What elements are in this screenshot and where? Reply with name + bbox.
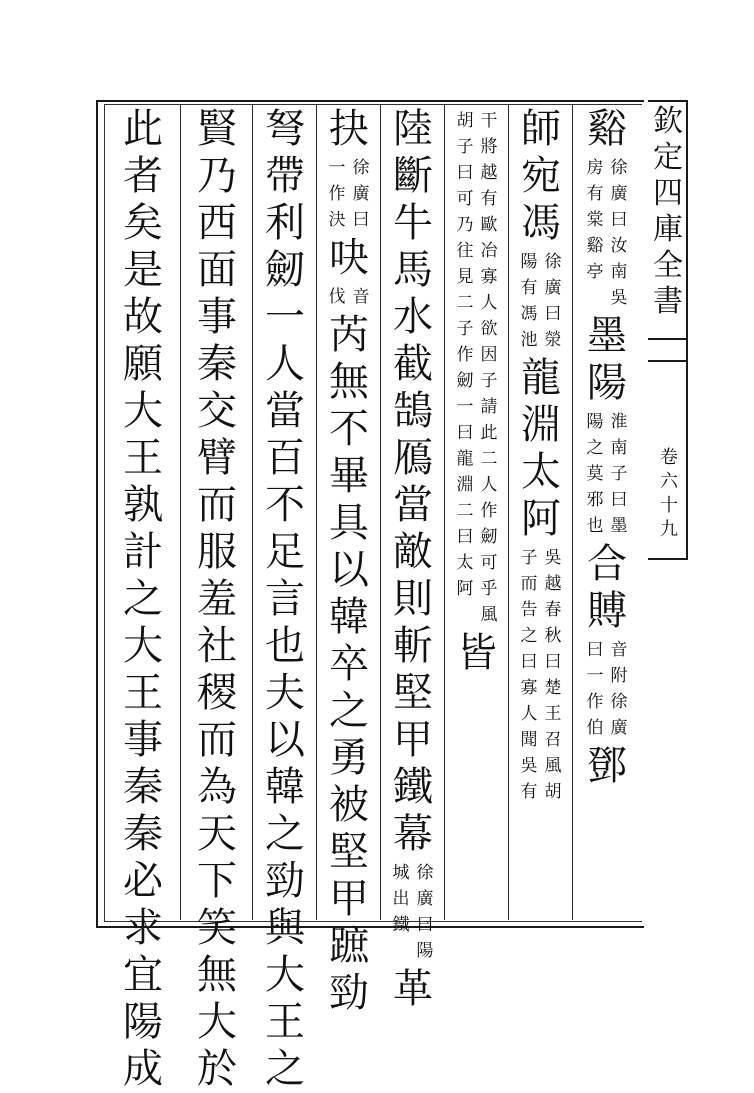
commentary-note: 徐 廣 曰 滎 陽 有 馮 池 <box>520 252 562 350</box>
column-rule <box>316 104 317 920</box>
column-rule <box>572 104 573 920</box>
text-column-5 <box>320 106 378 1016</box>
main-text: 抉 <box>329 106 369 152</box>
main-text: 革 <box>393 966 433 1012</box>
main-text: 師 宛 馮 <box>521 106 561 246</box>
main-text: 龍 淵 太 阿 <box>521 355 561 542</box>
main-text: 合 賻 <box>587 541 627 634</box>
commentary-note: 音 伐 <box>328 287 370 307</box>
main-text: 皆 <box>457 630 497 676</box>
main-text: 陸 斷 牛 馬 水 截 鵠 鴈 當 敵 則 斬 堅 甲 鐵 幕 <box>393 106 433 857</box>
text-column-1 <box>578 106 636 916</box>
commentary-note: 音 附 徐 廣 曰 一 作 伯 <box>586 640 628 738</box>
column-rule <box>380 104 381 920</box>
main-text: 墨 陽 <box>587 313 627 406</box>
commentary-note: 吳 越 春 秋 曰 楚 王 召 風 胡 子 而 告 之 曰 寡 人 聞 吳 有 <box>520 548 562 802</box>
commentary-note: 淮 南 子 曰 墨 陽 之 莫 邪 也 <box>586 412 628 536</box>
commentary-note: 徐 廣 曰 陽 城 出 鐵 <box>392 863 434 961</box>
column-rule <box>508 104 509 920</box>
main-text: 吷 <box>329 235 369 281</box>
column-rule <box>252 104 253 920</box>
text-column-2 <box>512 106 570 916</box>
text-column-8 <box>114 106 172 1092</box>
main-text: 谿 <box>587 106 627 152</box>
text-column-4 <box>384 106 442 1012</box>
text-column-3 <box>448 106 506 916</box>
fish-tail-mark <box>648 338 686 362</box>
main-text: 賢 乃 西 面 事 秦 交 臂 而 服 羞 社 稷 而 為 天 下 笑 無 大 於 <box>197 106 237 1092</box>
text-column-7 <box>188 106 246 1092</box>
main-text: 弩 帶 利 劒 一 人 當 百 不 足 言 也 夫 以 韓 之 勁 與 大 王 之 <box>265 106 305 1092</box>
column-rule <box>444 104 445 920</box>
column-rule <box>180 104 181 920</box>
main-text: 此 者 矣 是 故 願 大 王 孰 計 之 大 王 事 秦 秦 必 求 宜 陽 成 <box>123 106 163 1092</box>
volume-number: 卷 六 十 九 <box>660 447 678 540</box>
main-text: 芮 無 不 畢 具 以 韓 卒 之 勇 被 堅 甲 蹠 勁 <box>329 312 369 1016</box>
text-column-6 <box>256 106 314 1092</box>
main-text: 鄧 <box>587 743 627 789</box>
commentary-note: 干 將 越 有 歐 冶 寡 人 欲 因 子 請 此 二 人 作 劒 可 乎 風 胡 子 曰 可 乃 往 見 二 子 作 劒 一 曰 龍 淵 二 曰 太 阿 <box>456 111 498 625</box>
book-title: 欽 定 四 庫 全 書 <box>653 104 683 319</box>
commentary-note: 徐 廣 曰 一 作 決 <box>328 158 370 230</box>
commentary-note: 徐 廣 曰 汝 南 吳 房 有 棠 谿 亭 <box>586 158 628 308</box>
